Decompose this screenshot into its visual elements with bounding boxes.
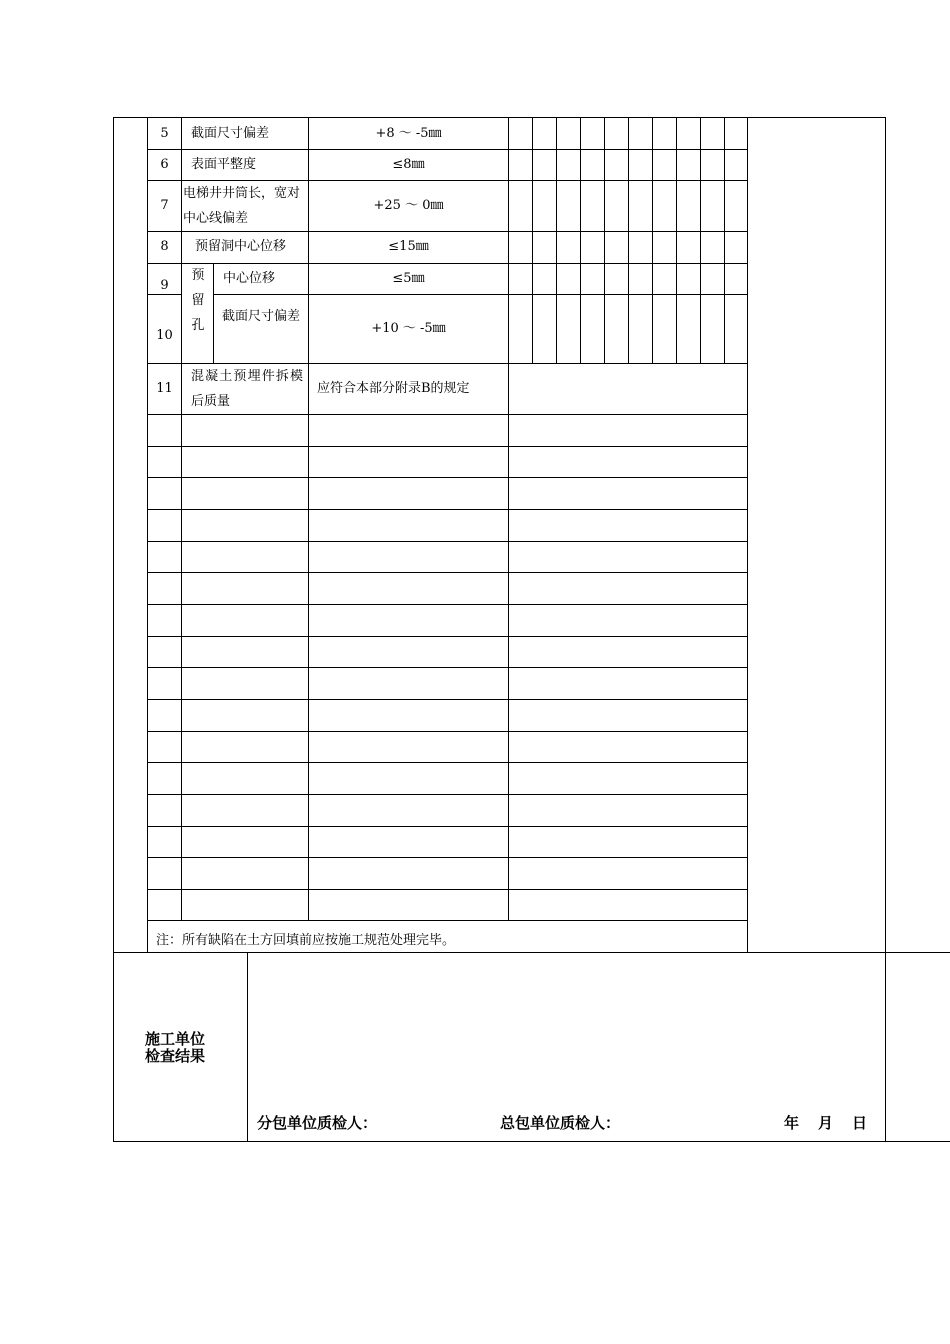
- rule-left: [113, 117, 114, 1142]
- group-label-reserved-hole: 预留孔: [191, 268, 205, 333]
- item-number: 5: [160, 126, 169, 141]
- rule-row: [147, 231, 748, 232]
- rule-row: [147, 263, 748, 264]
- rule-bottom: [113, 1141, 950, 1142]
- item-name: 预留洞中心位移: [195, 239, 287, 254]
- item-name: 混凝土预埋件拆模后质量: [191, 369, 303, 409]
- rule-row: [147, 667, 748, 668]
- rule-row: [147, 446, 748, 447]
- rule-top: [113, 117, 886, 118]
- item-name: 中心位移: [223, 271, 276, 286]
- item-value: 应符合本部分附录B的规定: [317, 381, 470, 396]
- footer-title: 施工单位检查结果: [145, 1030, 206, 1065]
- date-month-label: 月: [818, 1114, 834, 1132]
- rule-row: [213, 294, 748, 295]
- sub-contractor-inspector-label: 分包单位质检人：: [257, 1114, 378, 1132]
- rule-check: [676, 117, 677, 364]
- item-number: 8: [160, 239, 169, 254]
- rule-row: [147, 826, 748, 827]
- item-value: ≤5㎜: [392, 271, 425, 286]
- rule-row: [147, 920, 748, 921]
- rule-row: [147, 414, 748, 415]
- rule-row: [147, 636, 748, 637]
- note-text: 注：所有缺陷在土方回填前应按施工规范处理完毕。: [156, 933, 456, 948]
- rule-check: [556, 117, 557, 364]
- rule-col: [508, 117, 509, 921]
- rule-col: [747, 117, 748, 953]
- item-value: ≤15㎜: [388, 239, 429, 254]
- item-value: +25 ～ 0㎜: [373, 198, 444, 213]
- date-day-label: 日: [852, 1114, 868, 1132]
- rule-row: [147, 572, 748, 573]
- item-number: 9: [160, 278, 169, 293]
- item-name: 表面平整度: [191, 157, 257, 172]
- rule-check: [628, 117, 629, 364]
- item-value: +8 ～ -5㎜: [375, 126, 442, 141]
- rule-check: [652, 117, 653, 364]
- item-value: +10 ～ -5㎜: [371, 321, 446, 336]
- rule-row: [147, 889, 748, 890]
- rule-row: [147, 149, 748, 150]
- rule-col: [213, 263, 214, 364]
- item-value: ≤8㎜: [392, 157, 425, 172]
- rule-row: [147, 509, 748, 510]
- rule-footer-col: [247, 952, 248, 1142]
- date-year-label: 年: [784, 1114, 800, 1132]
- rule-check: [724, 117, 725, 364]
- rule-col: [181, 117, 182, 921]
- item-name: 截面尺寸偏差: [191, 126, 270, 141]
- rule-right: [885, 117, 886, 1142]
- item-number: 6: [160, 157, 169, 172]
- rule-check: [700, 117, 701, 364]
- rule-row: [147, 604, 748, 605]
- rule-check: [604, 117, 605, 364]
- rule-row: [147, 731, 748, 732]
- rule-row: [147, 699, 748, 700]
- item-name: 截面尺寸偏差: [222, 309, 301, 324]
- rule-row: [147, 477, 748, 478]
- rule-check: [532, 117, 533, 364]
- item-number: 7: [160, 198, 169, 213]
- rule-row: [147, 762, 748, 763]
- item-number: 11: [156, 381, 173, 396]
- rule-row: [147, 794, 748, 795]
- rule-row: [147, 857, 748, 858]
- rule-row: [147, 541, 748, 542]
- rule-check: [580, 117, 581, 364]
- main-contractor-inspector-label: 总包单位质检人：: [500, 1114, 621, 1132]
- item-number: 10: [156, 328, 173, 343]
- item-name: 电梯井井筒长，宽对中心线偏差: [183, 186, 301, 226]
